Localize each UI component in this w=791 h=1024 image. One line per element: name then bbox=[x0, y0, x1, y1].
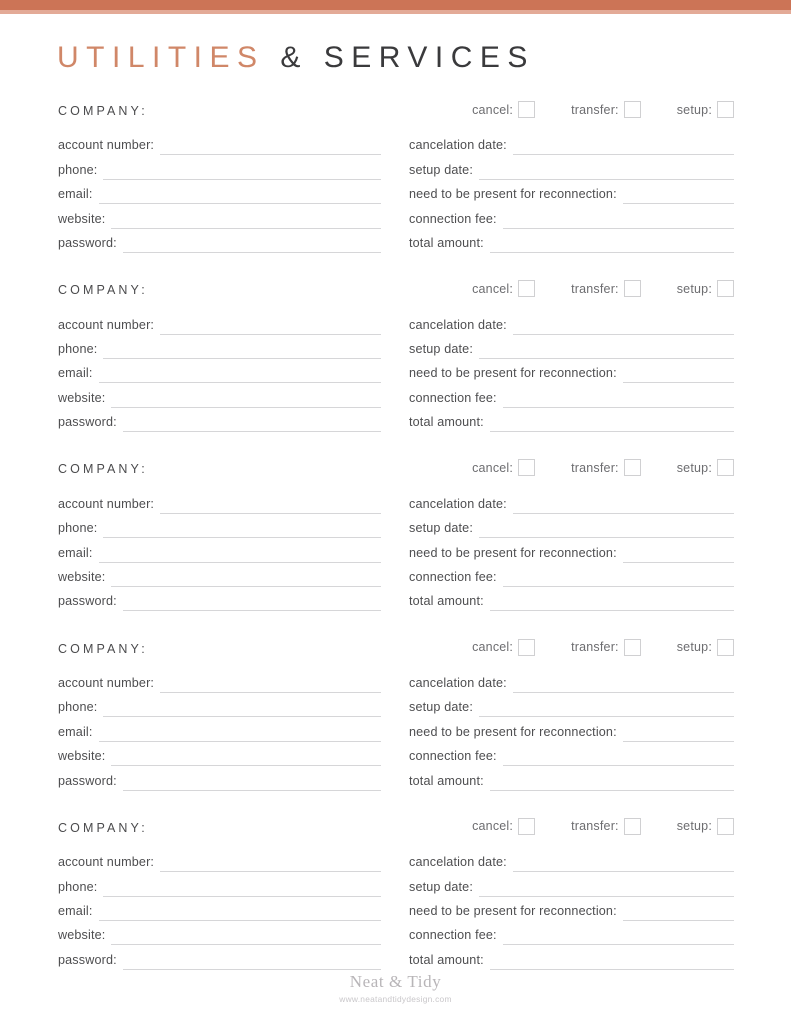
form-field bbox=[58, 408, 381, 432]
form-field bbox=[409, 310, 734, 334]
field-label: need to be present for reconnection: bbox=[409, 187, 617, 202]
form-field bbox=[409, 897, 734, 921]
right-fields-column bbox=[409, 669, 734, 791]
checkbox-input[interactable] bbox=[624, 459, 641, 476]
field-label: cancelation date: bbox=[409, 317, 507, 332]
form-field bbox=[58, 514, 381, 538]
form-field bbox=[409, 131, 734, 155]
checkbox-input[interactable] bbox=[624, 280, 641, 297]
field-label: website: bbox=[58, 569, 106, 584]
left-fields-column bbox=[58, 310, 381, 432]
form-field bbox=[58, 538, 381, 562]
field-input-line[interactable] bbox=[513, 499, 734, 514]
field-input-line[interactable] bbox=[623, 368, 734, 383]
field-input-line[interactable] bbox=[103, 702, 381, 717]
checkbox-item[interactable] bbox=[571, 818, 641, 835]
field-input-line[interactable] bbox=[111, 214, 381, 229]
page-title-ampersand: & bbox=[264, 41, 324, 74]
field-label: email: bbox=[58, 545, 93, 560]
checkbox-input[interactable] bbox=[717, 101, 734, 118]
field-label: website: bbox=[58, 390, 106, 405]
field-input-line[interactable] bbox=[503, 751, 734, 766]
checkbox-label: transfer: bbox=[571, 819, 619, 834]
form-field bbox=[58, 131, 381, 155]
checkbox-item[interactable] bbox=[472, 818, 535, 835]
company-row bbox=[0, 103, 791, 123]
field-label: website: bbox=[58, 928, 106, 943]
form-field bbox=[58, 766, 381, 790]
field-label: cancelation date: bbox=[409, 496, 507, 511]
top-accent-bar bbox=[0, 0, 791, 10]
checkbox-item[interactable] bbox=[677, 818, 734, 835]
field-input-line[interactable] bbox=[123, 776, 381, 791]
form-field bbox=[409, 204, 734, 228]
field-input-line[interactable] bbox=[503, 214, 734, 229]
field-input-line[interactable] bbox=[160, 320, 381, 335]
field-input-line[interactable] bbox=[623, 189, 734, 204]
right-fields-column bbox=[409, 489, 734, 611]
company-row bbox=[0, 820, 791, 840]
field-input-line[interactable] bbox=[490, 776, 734, 791]
company-label: COMPANY: bbox=[58, 462, 148, 477]
form-field bbox=[58, 310, 381, 334]
checkbox-item[interactable] bbox=[677, 639, 734, 656]
form-field bbox=[58, 669, 381, 693]
field-input-line[interactable] bbox=[479, 702, 734, 717]
company-label: COMPANY: bbox=[58, 641, 148, 656]
field-label: phone: bbox=[58, 700, 98, 715]
form-field bbox=[409, 489, 734, 513]
form-field bbox=[58, 872, 381, 896]
field-label: connection fee: bbox=[409, 569, 497, 584]
company-row bbox=[0, 282, 791, 302]
field-input-line[interactable] bbox=[123, 955, 381, 970]
form-field bbox=[409, 848, 734, 872]
page-title bbox=[57, 38, 535, 78]
field-input-line[interactable] bbox=[490, 955, 734, 970]
field-input-line[interactable] bbox=[111, 572, 381, 587]
field-label: account number: bbox=[58, 496, 155, 511]
form-field bbox=[409, 229, 734, 253]
field-label: phone: bbox=[58, 162, 98, 177]
company-block bbox=[0, 641, 791, 791]
checkbox-item[interactable] bbox=[472, 459, 535, 476]
checkbox-input[interactable] bbox=[624, 639, 641, 656]
field-input-line[interactable] bbox=[99, 189, 382, 204]
checkbox-label: setup: bbox=[676, 460, 712, 475]
checkbox-item[interactable] bbox=[472, 101, 535, 118]
field-label: phone: bbox=[58, 341, 98, 356]
form-field bbox=[58, 563, 381, 587]
form-field bbox=[58, 742, 381, 766]
form-field bbox=[409, 383, 734, 407]
field-input-line[interactable] bbox=[503, 572, 734, 587]
field-input-line[interactable] bbox=[99, 727, 382, 742]
form-field bbox=[409, 155, 734, 179]
field-input-line[interactable] bbox=[513, 320, 734, 335]
checkbox-input[interactable] bbox=[717, 639, 734, 656]
form-field bbox=[58, 180, 381, 204]
field-label: total amount: bbox=[409, 594, 484, 609]
checkbox-item[interactable] bbox=[472, 639, 535, 656]
form-field bbox=[409, 180, 734, 204]
field-input-line[interactable] bbox=[503, 930, 734, 945]
form-field bbox=[58, 587, 381, 611]
left-fields-column bbox=[58, 848, 381, 970]
field-input-line[interactable] bbox=[160, 140, 381, 155]
field-label: account number: bbox=[58, 855, 155, 870]
field-input-line[interactable] bbox=[513, 857, 734, 872]
field-input-line[interactable] bbox=[490, 596, 734, 611]
field-label: email: bbox=[58, 903, 93, 918]
field-input-line[interactable] bbox=[503, 393, 734, 408]
form-field bbox=[58, 204, 381, 228]
form-field bbox=[409, 408, 734, 432]
checkbox-label: transfer: bbox=[571, 281, 619, 296]
form-field bbox=[409, 945, 734, 969]
form-field bbox=[58, 335, 381, 359]
field-input-line[interactable] bbox=[103, 523, 381, 538]
checkbox-group bbox=[472, 280, 734, 297]
company-row bbox=[0, 641, 791, 661]
field-label: connection fee: bbox=[409, 928, 497, 943]
field-label: need to be present for reconnection: bbox=[409, 545, 617, 560]
checkbox-item[interactable] bbox=[677, 459, 734, 476]
checkbox-group bbox=[472, 639, 734, 656]
form-field bbox=[409, 669, 734, 693]
form-field bbox=[409, 872, 734, 896]
checkbox-label: cancel: bbox=[472, 102, 514, 117]
form-field bbox=[409, 359, 734, 383]
field-input-line[interactable] bbox=[99, 368, 382, 383]
form-field bbox=[409, 693, 734, 717]
field-label: account number: bbox=[58, 675, 155, 690]
form-field bbox=[409, 335, 734, 359]
left-fields-column bbox=[58, 489, 381, 611]
page-title-services: SERVICES bbox=[323, 41, 535, 74]
checkbox-label: setup: bbox=[676, 819, 712, 834]
form-field bbox=[409, 587, 734, 611]
footer-url: www.neatandtidydesign.com bbox=[339, 994, 452, 1004]
field-label: need to be present for reconnection: bbox=[409, 903, 617, 918]
checkbox-input[interactable] bbox=[717, 280, 734, 297]
field-label: need to be present for reconnection: bbox=[409, 366, 617, 381]
checkbox-group bbox=[472, 101, 734, 118]
left-fields-column bbox=[58, 669, 381, 791]
checkbox-label: transfer: bbox=[571, 102, 619, 117]
checkbox-label: transfer: bbox=[571, 460, 619, 475]
field-input-line[interactable] bbox=[160, 857, 381, 872]
field-label: setup date: bbox=[409, 879, 473, 894]
field-input-line[interactable] bbox=[479, 344, 734, 359]
form-field bbox=[58, 945, 381, 969]
checkbox-input[interactable] bbox=[518, 280, 535, 297]
field-label: cancelation date: bbox=[409, 138, 507, 153]
form-field bbox=[409, 538, 734, 562]
form-field bbox=[58, 155, 381, 179]
field-label: password: bbox=[58, 773, 117, 788]
company-block bbox=[0, 820, 791, 970]
form-field bbox=[409, 766, 734, 790]
top-accent-bar-fade bbox=[0, 10, 791, 14]
field-input-line[interactable] bbox=[103, 882, 381, 897]
field-label: password: bbox=[58, 235, 117, 250]
company-label: COMPANY: bbox=[58, 283, 148, 298]
field-label: connection fee: bbox=[409, 211, 497, 226]
form-field bbox=[409, 563, 734, 587]
checkbox-label: cancel: bbox=[472, 460, 514, 475]
checkbox-label: cancel: bbox=[472, 281, 514, 296]
form-field bbox=[58, 489, 381, 513]
field-input-line[interactable] bbox=[123, 596, 381, 611]
company-block bbox=[0, 282, 791, 432]
field-label: setup date: bbox=[409, 700, 473, 715]
right-fields-column bbox=[409, 131, 734, 253]
checkbox-input[interactable] bbox=[624, 101, 641, 118]
field-input-line[interactable] bbox=[513, 140, 734, 155]
checkbox-label: setup: bbox=[676, 640, 712, 655]
footer-brand: Neat & Tidy bbox=[349, 972, 442, 991]
field-input-line[interactable] bbox=[490, 238, 734, 253]
checkbox-item[interactable] bbox=[571, 101, 641, 118]
field-label: phone: bbox=[58, 521, 98, 536]
checkbox-label: cancel: bbox=[472, 819, 514, 834]
checkbox-item[interactable] bbox=[677, 280, 734, 297]
field-label: setup date: bbox=[409, 521, 473, 536]
form-field bbox=[58, 383, 381, 407]
form-field bbox=[58, 693, 381, 717]
field-label: setup date: bbox=[409, 162, 473, 177]
field-input-line[interactable] bbox=[479, 882, 734, 897]
field-input-line[interactable] bbox=[479, 523, 734, 538]
right-fields-column bbox=[409, 310, 734, 432]
checkbox-input[interactable] bbox=[717, 459, 734, 476]
checkbox-item[interactable] bbox=[472, 280, 535, 297]
form-field bbox=[409, 742, 734, 766]
checkbox-item[interactable] bbox=[571, 280, 641, 297]
checkbox-item[interactable] bbox=[571, 639, 641, 656]
field-label: website: bbox=[58, 211, 106, 226]
field-label: total amount: bbox=[409, 952, 484, 967]
field-input-line[interactable] bbox=[490, 417, 734, 432]
field-input-line[interactable] bbox=[513, 678, 734, 693]
field-label: connection fee: bbox=[409, 390, 497, 405]
field-input-line[interactable] bbox=[99, 906, 382, 921]
company-label: COMPANY: bbox=[58, 820, 148, 835]
field-label: cancelation date: bbox=[409, 855, 507, 870]
form-field bbox=[58, 717, 381, 741]
field-label: password: bbox=[58, 952, 117, 967]
company-label: COMPANY: bbox=[58, 104, 148, 118]
field-label: website: bbox=[58, 749, 106, 764]
field-label: email: bbox=[58, 366, 93, 381]
field-input-line[interactable] bbox=[123, 238, 381, 253]
field-label: total amount: bbox=[409, 773, 484, 788]
form-field bbox=[58, 921, 381, 945]
right-fields-column bbox=[409, 848, 734, 970]
checkbox-input[interactable] bbox=[518, 101, 535, 118]
field-label: account number: bbox=[58, 317, 155, 332]
field-input-line[interactable] bbox=[111, 751, 381, 766]
field-label: cancelation date: bbox=[409, 675, 507, 690]
checkbox-input[interactable] bbox=[717, 818, 734, 835]
footer bbox=[0, 972, 791, 1005]
field-input-line[interactable] bbox=[623, 906, 734, 921]
field-label: connection fee: bbox=[409, 749, 497, 764]
field-label: total amount: bbox=[409, 235, 484, 250]
field-label: total amount: bbox=[409, 415, 484, 430]
field-label: password: bbox=[58, 594, 117, 609]
field-input-line[interactable] bbox=[103, 344, 381, 359]
form-field bbox=[58, 229, 381, 253]
field-input-line[interactable] bbox=[479, 165, 734, 180]
checkbox-label: setup: bbox=[676, 281, 712, 296]
checkbox-group bbox=[472, 818, 734, 835]
checkbox-input[interactable] bbox=[518, 459, 535, 476]
company-block bbox=[0, 461, 791, 611]
checkbox-input[interactable] bbox=[624, 818, 641, 835]
checkbox-item[interactable] bbox=[677, 101, 734, 118]
field-input-line[interactable] bbox=[623, 548, 734, 563]
field-label: account number: bbox=[58, 138, 155, 153]
checkbox-label: transfer: bbox=[571, 640, 619, 655]
page-title-utilities: UTILITIES bbox=[57, 41, 265, 74]
company-row bbox=[0, 461, 791, 481]
form-field bbox=[409, 717, 734, 741]
field-input-line[interactable] bbox=[111, 930, 381, 945]
form-field bbox=[58, 359, 381, 383]
company-block bbox=[0, 103, 791, 253]
field-input-line[interactable] bbox=[623, 727, 734, 742]
field-input-line[interactable] bbox=[99, 548, 382, 563]
left-fields-column bbox=[58, 131, 381, 253]
checkbox-input[interactable] bbox=[518, 639, 535, 656]
form-field bbox=[58, 897, 381, 921]
field-label: setup date: bbox=[409, 341, 473, 356]
field-input-line[interactable] bbox=[111, 393, 381, 408]
field-label: need to be present for reconnection: bbox=[409, 724, 617, 739]
field-label: email: bbox=[58, 724, 93, 739]
field-input-line[interactable] bbox=[123, 417, 381, 432]
form-field bbox=[409, 514, 734, 538]
field-label: password: bbox=[58, 415, 117, 430]
field-label: phone: bbox=[58, 879, 98, 894]
form-field bbox=[58, 848, 381, 872]
field-label: email: bbox=[58, 187, 93, 202]
field-input-line[interactable] bbox=[160, 678, 381, 693]
checkbox-item[interactable] bbox=[571, 459, 641, 476]
checkbox-group bbox=[472, 459, 734, 476]
field-input-line[interactable] bbox=[160, 499, 381, 514]
checkbox-label: cancel: bbox=[472, 640, 514, 655]
checkbox-label: setup: bbox=[676, 102, 712, 117]
form-field bbox=[409, 921, 734, 945]
field-input-line[interactable] bbox=[103, 165, 381, 180]
checkbox-input[interactable] bbox=[518, 818, 535, 835]
